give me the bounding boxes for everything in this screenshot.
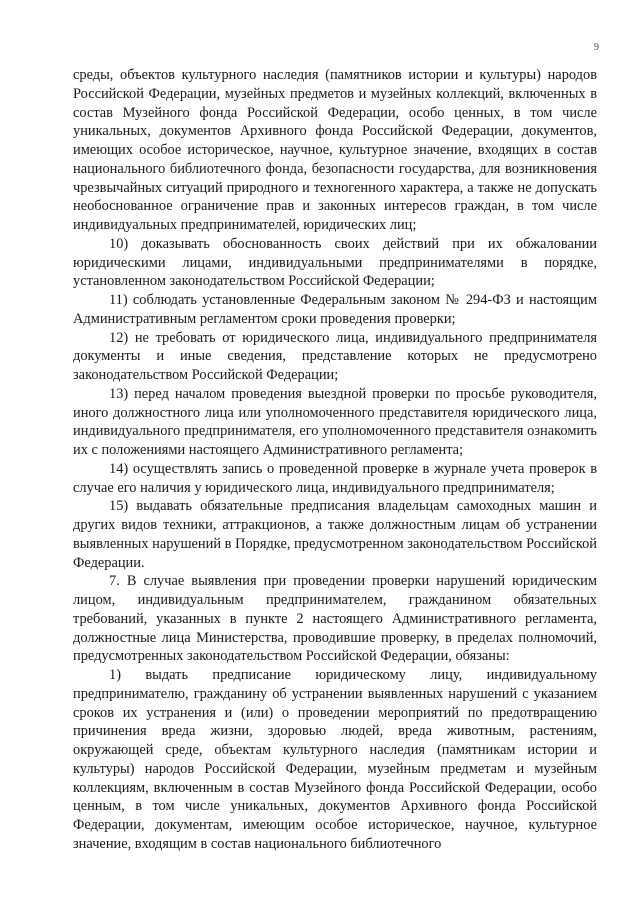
document-body bbox=[73, 66, 597, 854]
page-number: 9 bbox=[594, 42, 599, 53]
list-item-14: 14) осуществлять запись о проведенной проверке в журнале учета проверок в случае его наличия у юридического лица, индивидуального предпринимателя; bbox=[73, 460, 597, 496]
list-item-10: 10) доказывать обоснованность своих действий при их обжаловании юридическими лицами, индивидуальными предпринимателями в порядке, установленном законодательством Российской Федерации; bbox=[73, 235, 597, 290]
paragraph-continuation: среды, объектов культурного наследия (памятников истории и культуры) народов Российской Федерации, музейных предметов и музейных коллекций, включенных в состав Музейного фонда Российской Федерации, особо ценных, в том числе уникальных, документов Архивного фонда Российской Федерации, документов, имеющих особое историческое, научное, культурное значение, входящих в состав национального библиотечного фонда, безопасности государства, для возникновения чрезвычайных ситуаций природного и техногенного характера, а также не допускать необоснованное ограничение прав и законных интересов граждан, в том числе индивидуальных предпринимателей, юридических лиц; bbox=[73, 67, 597, 233]
list-item-13: 13) перед началом проведения выездной проверки по просьбе руководителя, иного должностного лица или уполномоченного представителя юридического лица, индивидуального предпринимателя, его уполномоченного представителя ознакомить их с положениями настоящего Административного регламента; bbox=[73, 385, 597, 458]
section-7-list-item-1: 1) выдать предписание юридическому лицу, индивидуальному предпринимателю, гражданину об устранении выявленных нарушений с указанием сроков их устранения и (или) о проведении мероприятий по предотвращению причинения вреда жизни, здоровью людей, вреда животным, растениям, окружающей среде, объектам культурного наследия (памятникам истории и культуры) народов Российской Федерации, музейным предметам и музейным коллекциям, включенным в состав Музейного фонда Российской Федерации, особо ценным, в том числе уникальных, документов Архивного фонда Российской Федерации, документам, имеющим особое историческое, научное, культурное значение, входящим в состав национального библиотечного bbox=[73, 667, 597, 852]
list-item-11: 11) соблюдать установленные Федеральным законом № 294-ФЗ и настоящим Административным регламентом сроки проведения проверки; bbox=[73, 292, 597, 327]
section-7-paragraph: 7. В случае выявления при проведении проверки нарушений юридическим лицом, индивидуальным предпринимателем, гражданином обязательных требований, указанных в пункте 2 настоящего Административного регламента, должностные лица Министерства, проводившие проверку, в пределах полномочий, предусмотренных законодательством Российской Федерации, обязаны: bbox=[73, 573, 597, 665]
list-item-15: 15) выдавать обязательные предписания владельцам самоходных машин и других видов техники, аттракционов, а также должностным лицам об устранении выявленных нарушений в Порядке, предусмотренном законодательством Российской Федерации. bbox=[73, 498, 597, 571]
list-item-12: 12) не требовать от юридического лица, индивидуального предпринимателя документы и иные сведения, представление которых не предусмотрено законодательством Российской Федерации; bbox=[73, 329, 597, 383]
